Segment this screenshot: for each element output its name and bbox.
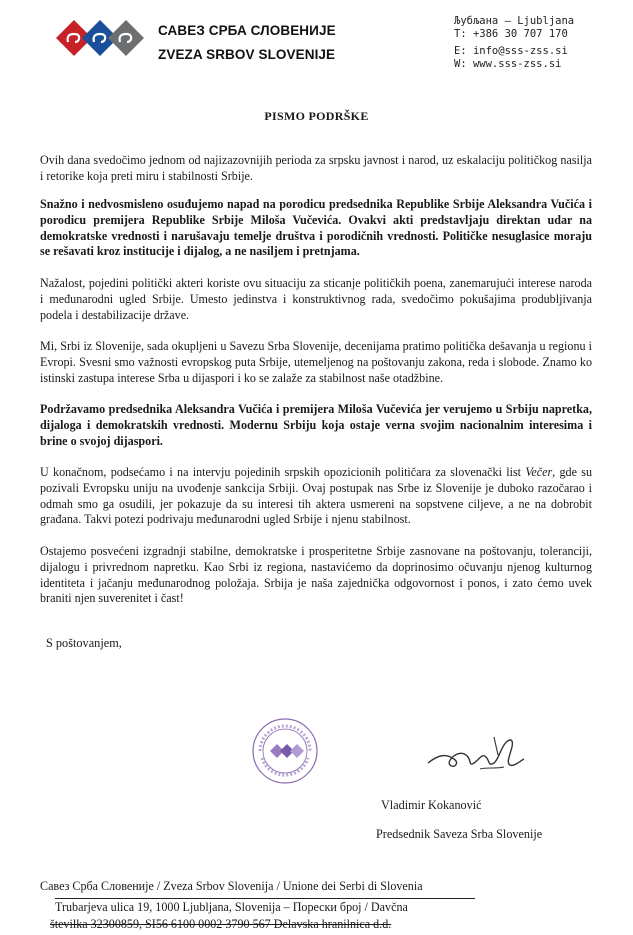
closing-salutation: S poštovanjem,: [46, 636, 122, 650]
paragraph-condemnation: Snažno i nedvosmisleno osuđujemo napad na porodicu predsednika Republike Srbije Aleksandra Vučića i porodicu premijera Republike Srbije Miloša Vučevića. Ovakvi akti predstavljaju direktan udar na demokratske vrednosti i narušavaju temelje društva i porodičnih vrednosti. Političke nesuglasice moraju se rešavati kroz institucije i dijalog, a ne nasiljem i pretnjama.: [40, 197, 592, 259]
footer-address: Trubarjeva ulica 19, 1000 Ljubljana, Slovenija – Порески број / Davčna: [55, 898, 475, 915]
footer-bank-details: številka 32300859, SI56 6100 0002 3790 567 Delavska hranilnica d.d.: [50, 917, 392, 931]
web-line: W: www.sss-zss.si: [454, 57, 562, 70]
organization-names: [158, 19, 336, 67]
paragraph-interview: [40, 465, 592, 528]
paragraph-interview-text-end: , gde su pozivali Evropsku uniju na uvođenje sankcija Srbiji. Ovaj postupak nas Srbe iz Slovenije je duboko razočarao i odmah smo ga osudili, jer pokazuje da su interesi tih aktera usmereni na sopstvene ciljeve, a ne na dobrobit građana. Takvi potezi podrivaju međunarodni ugled Srbije i njenu stabilnost.: [40, 465, 592, 527]
organization-logo: [50, 14, 150, 62]
logo-tile-gray: [108, 20, 144, 56]
signatory-title: Predsednik Saveza Srba Slovenije: [376, 827, 543, 841]
city-line: Љубљана – Ljubljana: [454, 15, 575, 27]
email-line: E: info@sss-zss.si: [454, 44, 568, 57]
org-name-latin: ZVEZA SRBOV SLOVENIJE: [158, 47, 336, 62]
paragraph-political-actors: Nažalost, pojedini politički akteri koriste ovu situaciju za sticanje političkih poena, zanemarujući interese naroda i međunarodni ugled Srbije. Umesto jedinstva i konstruktivnog rada, svedočimo pokušajima produbljivanja podela i destabilizacije države.: [40, 276, 592, 322]
newspaper-name: Večer: [525, 465, 553, 479]
signatory-name: Vladimir Kokanović: [381, 798, 482, 812]
paragraph-commitment: Ostajemo posvećeni izgradnji stabilne, demokratske i prosperitetne Srbije zasnovane na poštovanju, toleranciji, dijalogu i privrednom napretku. Kao Srbi iz regiona, nastavićemo da doprinosimo očuvanju njenog kulturnog identiteta i jačanju međunarodnog položaja. Srbija je naša zajednička odgovornost i ponos, i zato ćemo uvek braniti njen suverenitet i čast!: [40, 544, 592, 606]
paragraph-intro: Ovih dana svedočimo jednom od najizazovnijih perioda za srpsku javnost i narod, uz eskalaciju političkog nasilja i retorike koja preti miru i stabilnosti Srbije.: [40, 153, 592, 183]
paragraph-serbs-in-slovenia: Mi, Srbi iz Slovenije, sada okupljeni u Savezu Srba Slovenije, decenijama pratimo politička dešavanja u regionu i Evropi. Svesni smo važnosti evropskog puta Srbije, utemeljenog na poštovanju zakona, reda i slobode. Znamo ko istinski zastupa interese Srba u dijaspori i ko se zalaže za stabilnost naše otadžbine.: [40, 339, 592, 385]
phone-line: T: +386 30 707 170: [454, 28, 568, 41]
handwritten-signature: [424, 733, 528, 781]
paragraph-support: Podržavamo predsednika Aleksandra Vučića i premijera Miloša Vučevića jer verujemo u Srbiju napretka, dijaloga i demokratskih vrednosti. Modernu Srbiju koja ostaje verna svojim nacionalnim interesima i brine o svojoj dijaspori.: [40, 402, 592, 448]
organization-seal: [250, 716, 320, 786]
org-name-cyrillic: САВЕЗ СРБА СЛОВЕНИЈЕ: [158, 23, 336, 38]
footer-organization-names: Савез Срба Словеније / Zveza Srbov Slovenija / Unione dei Serbi di Slovenia: [40, 879, 423, 893]
contact-block: [454, 15, 574, 71]
letter-title: PISMO PODRŠKE: [264, 109, 369, 123]
paragraph-interview-text-start: U konačnom, podsećamo i na intervju pojedinih srpskih opozicionih političara za slovenački list: [40, 465, 526, 479]
